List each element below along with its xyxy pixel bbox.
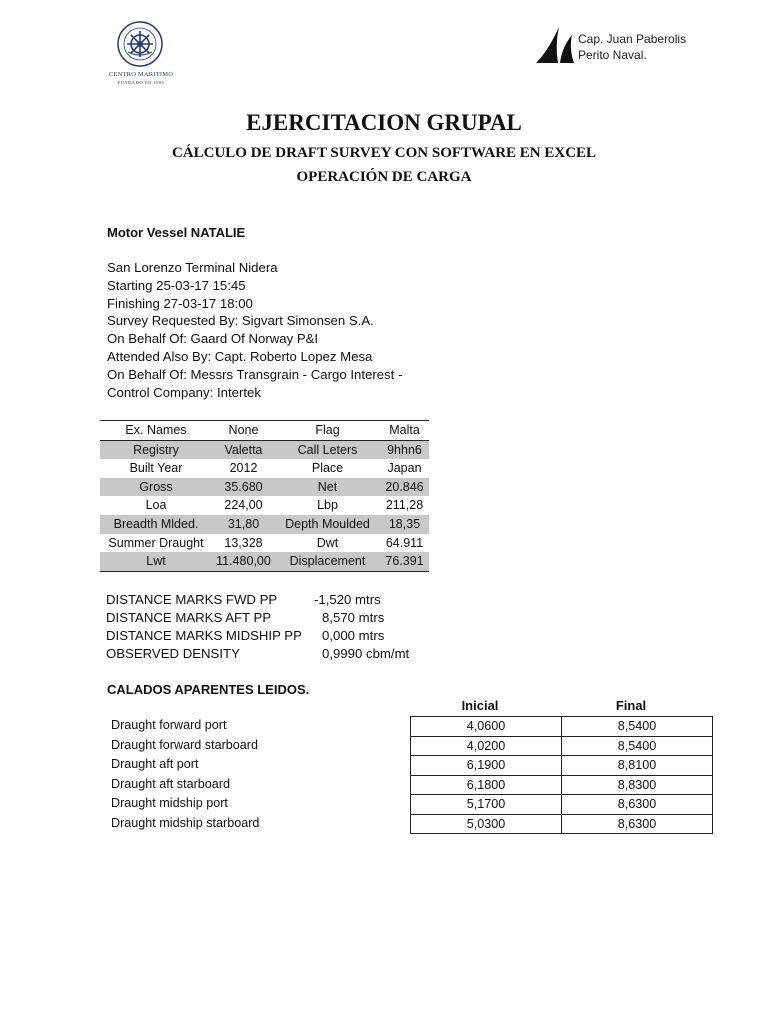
info-line: Finishing 27-03-17 18:00	[107, 295, 253, 311]
table-row	[411, 717, 713, 737]
page-subtitle-2: OPERACIÓN DE CARGA	[296, 169, 472, 185]
drafts-table	[410, 716, 713, 834]
draft-final-cell: 8,5400	[562, 717, 713, 737]
draft-label: Draught aft starboard	[111, 776, 231, 791]
table-cell: 2012	[229, 461, 258, 476]
draft-initial-cell: 5,0300	[411, 814, 562, 834]
table-cell: Lbp	[317, 498, 338, 513]
draft-final-cell: 8,5400	[562, 736, 713, 756]
info-line: On Behalf Of: Gaard Of Norway P&I	[107, 331, 319, 347]
draft-final-cell: 8,8300	[562, 775, 713, 795]
distance-label: DISTANCE MARKS MIDSHIP PP	[106, 628, 302, 643]
table-cell: Place	[311, 461, 344, 476]
table-cell: Valetta	[224, 442, 263, 457]
author-title: Perito Naval.	[578, 48, 647, 62]
info-line: On Behalf Of: Messrs Transgrain - Cargo Interest -	[107, 366, 403, 382]
info-line: Control Company: Intertek	[107, 384, 261, 400]
table-cell: Registry	[133, 442, 179, 457]
table-cell: Depth Moulded	[285, 516, 370, 531]
page-title: EJERCITACION GRUPAL	[246, 110, 522, 135]
distance-label: DISTANCE MARKS FWD PP	[106, 592, 278, 607]
table-row	[100, 534, 429, 553]
table-row	[411, 795, 713, 815]
draft-final-cell: 8,8100	[562, 756, 713, 776]
table-row	[411, 814, 713, 834]
table-cell: Dwt	[316, 535, 339, 550]
draft-initial-cell: 4,0200	[411, 736, 562, 756]
org-subtitle: FUNDADO EN 1986	[117, 80, 165, 85]
distance-label: DISTANCE MARKS AFT PP	[106, 610, 272, 625]
draft-final-cell: 8,6300	[562, 795, 713, 815]
table-row	[100, 421, 429, 441]
column-header-initial: Inicial	[461, 698, 499, 713]
table-cell: 211,28	[385, 498, 424, 513]
draft-label: Draught midship starboard	[111, 815, 260, 830]
table-cell: 9hhn6	[387, 442, 422, 457]
info-line: Survey Requested By: Sigvart Simonsen S.A.	[107, 313, 374, 329]
table-row	[411, 736, 713, 756]
table-row	[100, 515, 429, 534]
table-cell: Flag	[315, 423, 340, 437]
table-cell: Gross	[139, 479, 173, 494]
table-cell: None	[228, 423, 259, 437]
table-cell: Built Year	[129, 461, 183, 476]
table-cell: 18,35	[388, 516, 421, 531]
table-row	[100, 478, 429, 497]
distance-value: 0,000 mtrs	[322, 628, 385, 643]
table-row	[100, 496, 429, 515]
table-cell: 31,80	[227, 516, 260, 531]
info-line: Attended Also By: Capt. Roberto Lopez Mesa	[107, 348, 373, 364]
table-cell: 224,00	[224, 498, 263, 513]
table-row	[100, 459, 429, 478]
table-cell: 20.846	[385, 479, 424, 494]
draft-label: Draught forward port	[111, 718, 227, 732]
draft-final-cell: 8,6300	[562, 814, 713, 834]
table-cell: Net	[317, 479, 338, 494]
table-row	[411, 756, 713, 776]
table-cell: Breadth Mlded.	[113, 516, 199, 531]
draft-initial-cell: 4,0600	[411, 717, 562, 737]
drafts-section-title: CALADOS APARENTES LEIDOS.	[107, 682, 310, 697]
table-cell: Call Leters	[297, 442, 358, 457]
centro-maritimo-logo	[104, 20, 178, 90]
table-cell: Lwt	[146, 554, 166, 569]
table-cell: Japan	[387, 461, 422, 476]
draft-initial-cell: 6,1800	[411, 775, 562, 795]
table-cell: Loa	[145, 498, 167, 513]
table-cell: Ex. Names	[125, 423, 187, 437]
table-cell: 76.391	[385, 554, 424, 569]
vessel-name: Motor Vessel NATALIE	[107, 225, 246, 240]
draft-initial-cell: 6,1900	[411, 756, 562, 776]
distance-value: -1,520 mtrs	[314, 592, 381, 607]
info-line: Starting 25-03-17 15:45	[107, 277, 246, 293]
draft-labels	[111, 716, 259, 833]
survey-info	[107, 259, 402, 401]
distance-value: 0,9990 cbm/mt	[322, 646, 410, 661]
draft-label: Draught midship port	[111, 796, 228, 810]
table-cell: 13,328	[224, 535, 263, 550]
table-cell: 35.680	[224, 479, 263, 494]
author-name: Cap. Juan Paberolis	[578, 32, 687, 46]
draft-initial-cell: 5,1700	[411, 795, 562, 815]
table-cell: 64.911	[385, 535, 424, 550]
table-cell: 11.480,00	[216, 554, 271, 569]
author-block	[578, 31, 686, 63]
table-cell: Summer Draught	[108, 535, 204, 550]
org-name: CENTRO MARITIMO	[108, 71, 174, 78]
page-subtitle-1: CÁLCULO DE DRAFT SURVEY CON SOFTWARE EN EXCEL	[171, 145, 597, 161]
table-row	[100, 552, 429, 571]
table-row	[411, 775, 713, 795]
ship-wheel-seal-icon	[116, 20, 164, 68]
draft-label: Draught forward starboard	[111, 737, 258, 752]
draft-label: Draught aft port	[111, 757, 199, 771]
info-line: San Lorenzo Terminal Nidera	[107, 260, 278, 275]
column-header-final: Final	[615, 698, 647, 713]
sailboat-icon	[534, 25, 576, 65]
author-logo	[534, 25, 724, 69]
distance-label: OBSERVED DENSITY	[106, 646, 240, 661]
table-cell: Displacement	[289, 554, 366, 569]
table-row	[100, 441, 429, 460]
distance-value: 8,570 mtrs	[322, 610, 385, 625]
table-cell: Malta	[389, 423, 420, 437]
vessel-particulars-table	[100, 420, 429, 572]
